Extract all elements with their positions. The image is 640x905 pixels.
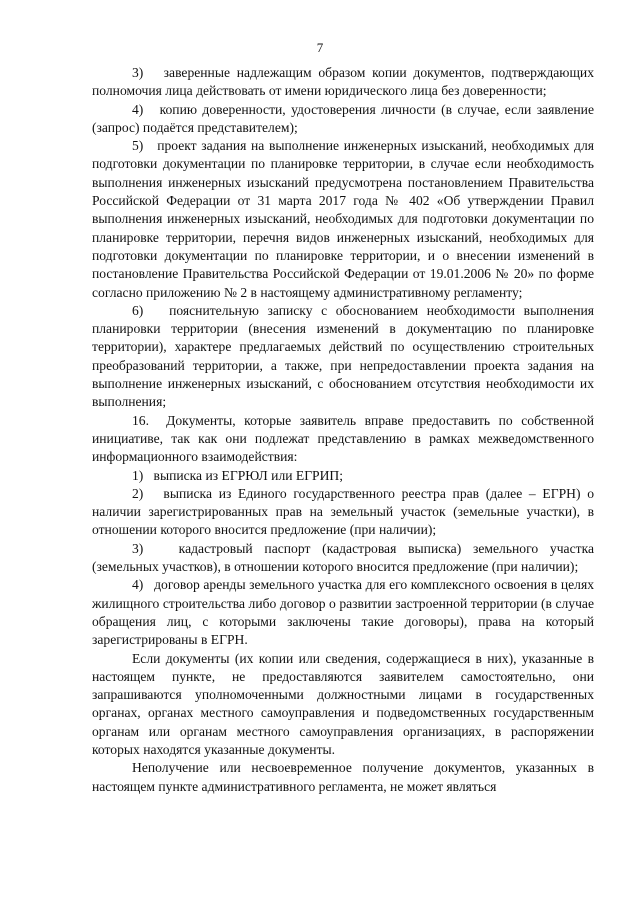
paragraph-non-receipt: Неполучение или несвоевременное получение документов, указанных в настоящем пункте административного регламента, не может являться [92, 760, 594, 794]
paragraph-item-5-survey-task: 5) проект задания на выполнение инженерных изысканий, необходимых для подготовки документации по планировке территории, в случае если необходимость выполнения инженерных изысканий предусмотрена постановлением Правительства Российской Федерации от 31 марта 2017 года № 402 «Об утверждении Правил выполнения инженерных изысканий, необходимых для подготовки документации по планировке территории, перечня видов инженерных изысканий, необходимых для подготовки документации по планировке территории, и о внесении изменений в постановление Правительства Российской Федерации от 19.01.2006 № 20» по форме согласно приложению № 2 в настоящему административному регламенту; [92, 138, 594, 300]
paragraph-item-3-cadastral-passport: 3) кадастровый паспорт (кадастровая выписка) земельного участка (земельных участков), в отношении которого вносится предложение (при наличии); [92, 540, 594, 575]
paragraph-item-4-power-of-attorney: 4) копию доверенности, удостоверения личности (в случае, если заявление (запрос) подаётся представителем); [92, 101, 594, 135]
paragraph-item-6-explanatory-note: 6) пояснительную записку с обоснованием необходимости выполнения планировки территории (внесения изменений в документацию по планировке территории), характере предлагаемых действий по осуществлению строительных преобразований территории, а также, при непредоставлении проекта задания на выполнение инженерных изысканий, с обоснованием отсутствия необходимости их выполнения; [92, 302, 594, 410]
paragraph-section-16: 16. Документы, которые заявитель вправе предоставить по собственной инициативе, так как они подлежат представлению в рамках межведомственного информационного взаимодействия: [92, 412, 594, 465]
paragraph-interagency-request: Если документы (их копии или сведения, содержащиеся в них), указанные в настоящем пункте, не предоставляются заявителем самостоятельно, они запрашиваются уполномоченными должностными лицами в государственных органах, органах местного самоуправления и подведомственных государственным органам или органам местного самоуправления организациях, в распоряжении которых находятся указанные документы. [92, 650, 594, 757]
document-body [92, 64, 594, 796]
paragraph-item-2-egrn-extract: 2) выписка из Единого государственного реестра прав (далее – ЕГРН) о наличии зарегистрированных прав на земельный участок (земельные участки), в отношении которого вносится предложение (при наличии); [92, 485, 594, 538]
paragraph-item-1-egrul-extract: 1) выписка из ЕГРЮЛ или ЕГРИП; [132, 467, 344, 483]
page-number: 7 [316, 40, 324, 55]
paragraph-item-3-copies: 3) заверенные надлежащим образом копии документов, подтверждающих полномочия лица действовать от имени юридического лица без доверенности; [92, 65, 594, 99]
paragraph-item-4-lease-agreement: 4) договор аренды земельного участка для его комплексного освоения в целях жилищного строительства либо договор о развитии застроенной территории (в случае обращения лиц, с которыми заключены такие договоры), права на который зарегистрированы в ЕГРН. [92, 577, 594, 648]
